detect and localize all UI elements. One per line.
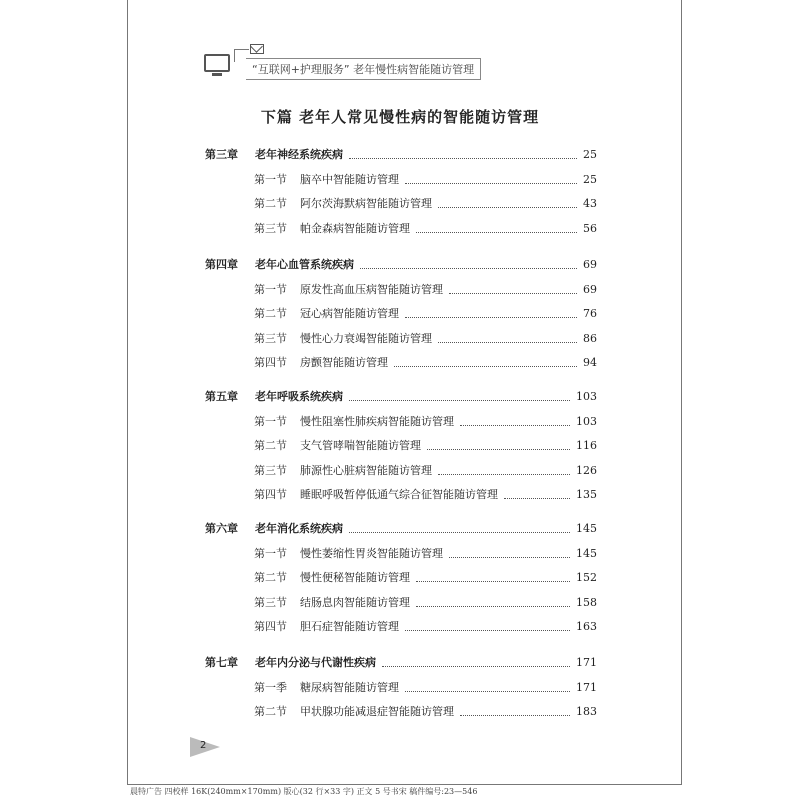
toc-chapter-row[interactable] [205, 256, 597, 272]
section-page-number: 126 [576, 463, 597, 477]
leader-dots [438, 342, 577, 343]
section-name: 结肠息肉智能随访管理 [300, 595, 410, 609]
section-label: 第四节 [254, 488, 287, 501]
section-page-number: 135 [576, 488, 597, 501]
leader-dots [416, 606, 570, 607]
toc-section-row[interactable] [254, 354, 597, 370]
section-name: 冠心病智能随访管理 [300, 307, 399, 320]
section-label: 第三节 [254, 595, 287, 609]
leader-dots [416, 232, 577, 233]
toc-section-row[interactable] [254, 545, 597, 561]
section-page-number: 183 [576, 705, 597, 718]
section-name: 慢性萎缩性胃炎智能随访管理 [300, 546, 443, 560]
section-label: 第四节 [254, 356, 287, 369]
section-page-number: 25 [583, 172, 597, 186]
section-name: 原发性高血压病智能随访管理 [300, 282, 443, 296]
section-page-number: 158 [576, 595, 597, 609]
section-label: 第一节 [254, 172, 287, 186]
monitor-icon [204, 54, 230, 72]
leader-dots [349, 158, 577, 159]
section-label: 第三节 [254, 463, 287, 477]
toc-section-row[interactable] [254, 618, 597, 634]
section-page-number: 145 [576, 546, 597, 560]
toc-section-row[interactable] [254, 305, 597, 321]
section-name: 慢性阻塞性肺疾病智能随访管理 [300, 414, 454, 428]
leader-dots [349, 532, 570, 533]
chapter-page-number: 145 [576, 522, 597, 535]
leader-dots [460, 715, 570, 716]
section-name: 甲状腺功能减退症智能随访管理 [300, 705, 454, 718]
section-page-number: 116 [576, 439, 597, 452]
section-page-number: 86 [583, 331, 597, 345]
section-name: 房颤智能随访管理 [300, 356, 388, 369]
section-page-number: 152 [576, 571, 597, 584]
section-label: 第三节 [254, 221, 287, 235]
leader-dots [405, 317, 577, 318]
chapter-label: 第四章 [205, 258, 238, 271]
leader-dots [405, 691, 570, 692]
section-name: 支气管哮喘智能随访管理 [300, 439, 421, 452]
page-number-badge [190, 737, 220, 757]
chapter-page-number: 171 [576, 656, 597, 669]
section-page-number: 43 [583, 197, 597, 210]
chapter-name: 老年心血管系统疾病 [255, 258, 354, 271]
leader-dots [382, 666, 570, 667]
section-label: 第一节 [254, 414, 287, 428]
section-name: 肺源性心脏病智能随访管理 [300, 463, 432, 477]
toc-section-row[interactable] [254, 486, 597, 502]
leader-dots [438, 474, 570, 475]
leader-dots [416, 581, 570, 582]
leader-dots [427, 449, 570, 450]
section-name: 阿尔茨海默病智能随访管理 [300, 197, 432, 210]
toc-section-row[interactable] [254, 281, 597, 297]
running-header [204, 40, 475, 84]
toc-chapter-row[interactable] [205, 654, 597, 670]
section-name: 脑卒中智能随访管理 [300, 172, 399, 186]
section-name: 糖尿病智能随访管理 [300, 680, 399, 694]
leader-dots [438, 207, 577, 208]
toc-section-row[interactable] [254, 413, 597, 429]
section-page-number: 76 [583, 307, 597, 320]
leader-dots [449, 293, 577, 294]
chapter-name: 老年神经系统疾病 [255, 148, 343, 161]
section-label: 第二节 [254, 571, 287, 584]
leader-dots [405, 183, 577, 184]
leader-dots [405, 630, 570, 631]
section-label: 第一节 [254, 282, 287, 296]
leader-dots [460, 425, 570, 426]
toc-section-row[interactable] [254, 330, 597, 346]
section-page-number: 69 [583, 282, 597, 296]
section-page-number: 171 [576, 680, 597, 694]
toc-section-row[interactable] [254, 171, 597, 187]
section-label: 第一节 [254, 546, 287, 560]
section-name: 胆石症智能随访管理 [300, 620, 399, 633]
chapter-label: 第七章 [205, 656, 238, 669]
section-name: 慢性心力衰竭智能随访管理 [300, 331, 432, 345]
toc-chapter-row[interactable] [205, 520, 597, 536]
chapter-page-number: 69 [583, 258, 597, 271]
toc-section-row[interactable] [254, 220, 597, 236]
leader-dots [394, 366, 577, 367]
chapter-page-number: 25 [583, 148, 597, 161]
toc-section-row[interactable] [254, 462, 597, 478]
chapter-name: 老年内分泌与代谢性疾病 [255, 656, 376, 669]
toc-section-row[interactable] [254, 703, 597, 719]
leader-dots [504, 498, 570, 499]
section-label: 第一季 [254, 680, 287, 694]
toc-section-row[interactable] [254, 195, 597, 211]
toc-section-row[interactable] [254, 679, 597, 695]
section-name: 睡眠呼吸暂停低通气综合征智能随访管理 [300, 488, 498, 501]
chapter-label: 第三章 [205, 148, 238, 161]
chapter-page-number: 103 [576, 390, 597, 403]
section-label: 第三节 [254, 331, 287, 345]
section-label: 第二节 [254, 439, 287, 452]
toc-section-row[interactable] [254, 437, 597, 453]
section-page-number: 163 [576, 620, 597, 633]
section-page-number: 56 [583, 221, 597, 235]
envelope-icon [250, 44, 264, 54]
toc-section-row[interactable] [254, 569, 597, 585]
toc-section-row[interactable] [254, 594, 597, 610]
leader-dots [349, 400, 570, 401]
part-title: 下篇 老年人常见慢性病的智能随访管理 [260, 108, 540, 126]
section-label: 第二节 [254, 307, 287, 320]
toc-chapter-row[interactable] [205, 146, 597, 162]
leader-dots [449, 557, 570, 558]
section-page-number: 94 [583, 356, 597, 369]
toc-chapter-row[interactable] [205, 388, 597, 404]
section-label: 第二节 [254, 197, 287, 210]
chapter-name: 老年呼吸系统疾病 [255, 390, 343, 403]
page-number: 2 [200, 740, 207, 751]
section-name: 帕金森病智能随访管理 [300, 221, 410, 235]
header-title: “互联网+护理服务” 老年慢性病智能随访管理 [246, 58, 481, 80]
print-footer: 晨特广告 四校样 16K(240mm×170mm) 版心(32 行×33 字) 正文 5 号书宋 稿件编号:23—546 [130, 787, 478, 796]
leader-dots [360, 268, 577, 269]
chapter-label: 第五章 [205, 390, 238, 403]
section-name: 慢性便秘智能随访管理 [300, 571, 410, 584]
chapter-name: 老年消化系统疾病 [255, 522, 343, 535]
section-label: 第四节 [254, 620, 287, 633]
chapter-label: 第六章 [205, 522, 238, 535]
section-label: 第二节 [254, 705, 287, 718]
section-page-number: 103 [576, 414, 597, 428]
